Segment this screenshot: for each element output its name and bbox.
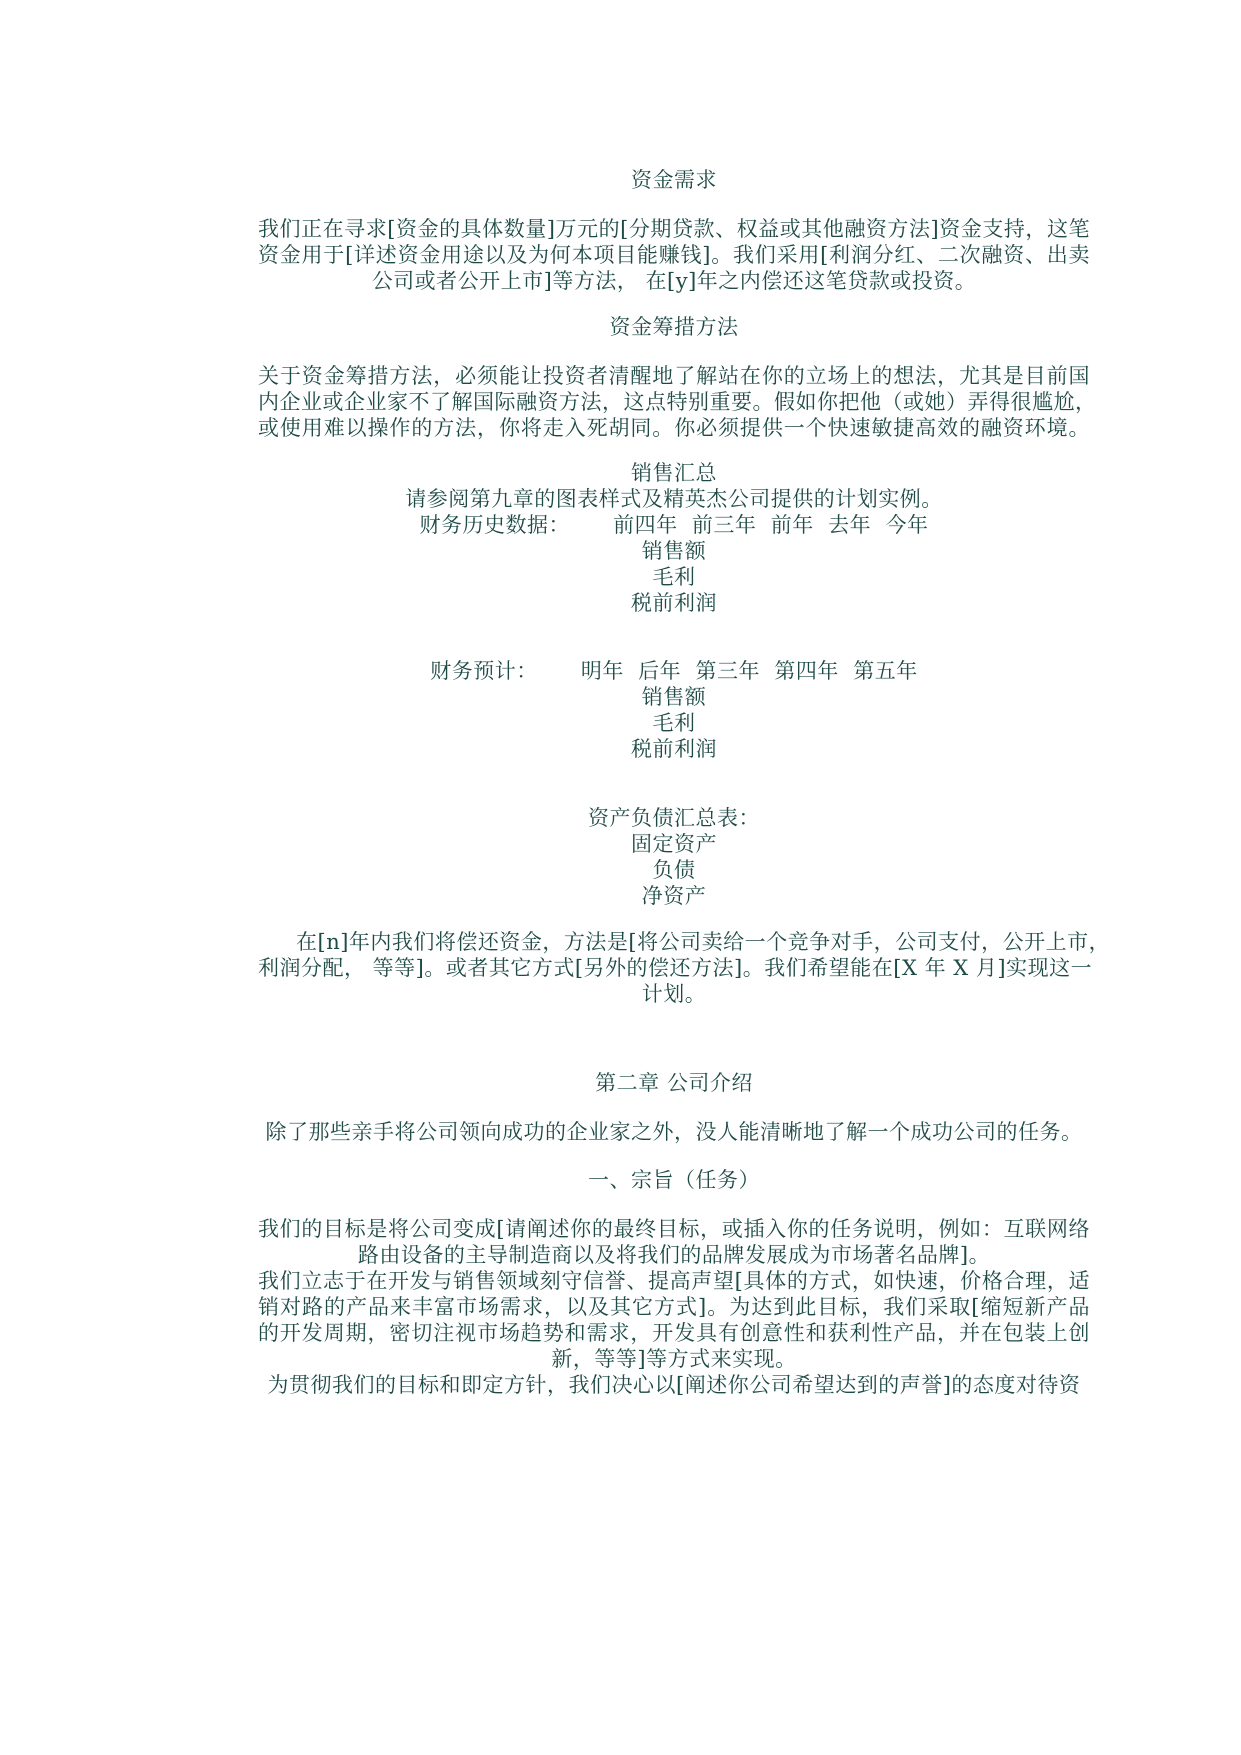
history-data-row: 财务历史数据： 前四年 前三年 前年 去年 今年 — [419, 513, 929, 537]
funding-method-line-1: 关于资金筹措方法，必须能让投资者清醒地了解站在你的立场上的想法，尤其是目前国 — [258, 364, 1090, 388]
funding-method-line-3: 或使用难以操作的方法，你将走入死胡同。你必须提供一个快速敏捷高效的融资环境。 — [258, 416, 1090, 440]
mission-line-4: 销对路的产品来丰富市场需求，以及其它方式]。为达到此目标，我们采取[缩短新产品 — [258, 1295, 1090, 1319]
mission-line-2: 路由设备的主导制造商以及将我们的品牌发展成为市场著名品牌]。 — [357, 1243, 991, 1267]
forecast-item-gross-profit: 毛利 — [652, 711, 696, 735]
funding-method-heading: 资金筹措方法 — [609, 315, 739, 339]
repayment-line-3: 计划。 — [641, 982, 707, 1006]
sales-summary-note: 请参阅第九章的图表样式及精英杰公司提供的计划实例。 — [405, 487, 943, 511]
chapter2-heading: 第二章 公司介绍 — [595, 1071, 753, 1095]
balance-item-fixed-assets: 固定资产 — [631, 832, 717, 856]
chapter2-intro: 除了那些亲手将公司领向成功的企业家之外，没人能清晰地了解一个成功公司的任务。 — [265, 1120, 1083, 1144]
funding-requirement-heading: 资金需求 — [631, 168, 717, 192]
repayment-line-2: 利润分配， 等等]。或者其它方式[另外的偿还方法]。我们希望能在[X 年 X 月]实现这一 — [258, 956, 1093, 980]
mission-line-6: 新，等等]等方式来实现。 — [551, 1347, 797, 1371]
forecast-data-row: 财务预计： 明年 后年 第三年 第四年 第五年 — [430, 659, 918, 683]
balance-sheet-heading: 资产负债汇总表： — [588, 806, 760, 830]
mission-line-3: 我们立志于在开发与销售领域刻守信誉、提高声望[具体的方式，如快速，价格合理，适 — [258, 1269, 1090, 1293]
funding-requirement-line-2: 资金用于[详述资金用途以及为何本项目能赚钱]。我们采用[利润分红、二次融资、出卖 — [258, 243, 1090, 267]
funding-requirement-line-1: 我们正在寻求[资金的具体数量]万元的[分期贷款、权益或其他融资方法]资金支持，这笔 — [258, 217, 1090, 241]
forecast-item-sales: 销售额 — [641, 685, 707, 709]
funding-requirement-line-3: 公司或者公开上市]等方法， 在[y]年之内偿还这笔贷款或投资。 — [371, 269, 977, 293]
history-item-sales: 销售额 — [641, 539, 707, 563]
balance-item-net-assets: 净资产 — [641, 884, 707, 908]
history-item-pretax-profit: 税前利润 — [631, 591, 717, 615]
funding-method-line-2: 内企业或企业家不了解国际融资方法，这点特别重要。假如你把他（或她）弄得很尴尬， — [258, 390, 1097, 414]
mission-line-7: 为贯彻我们的目标和即定方针，我们决心以[阐述你公司希望达到的声誉]的态度对待资 — [267, 1373, 1081, 1397]
mission-line-1: 我们的目标是将公司变成[请阐述你的最终目标，或插入你的任务说明，例如：互联网络 — [258, 1217, 1090, 1241]
history-item-gross-profit: 毛利 — [652, 565, 696, 589]
balance-item-liabilities: 负债 — [652, 858, 696, 882]
section1-heading: 一、宗旨（任务） — [588, 1168, 760, 1192]
sales-summary-heading: 销售汇总 — [631, 461, 717, 485]
repayment-line-1: 在[n]年内我们将偿还资金，方法是[将公司卖给一个竞争对手，公司支付，公开上市， — [296, 930, 1111, 954]
mission-line-5: 的开发周期，密切注视市场趋势和需求，开发具有创意性和获利性产品，并在包装上创 — [258, 1321, 1090, 1345]
forecast-item-pretax-profit: 税前利润 — [631, 737, 717, 761]
